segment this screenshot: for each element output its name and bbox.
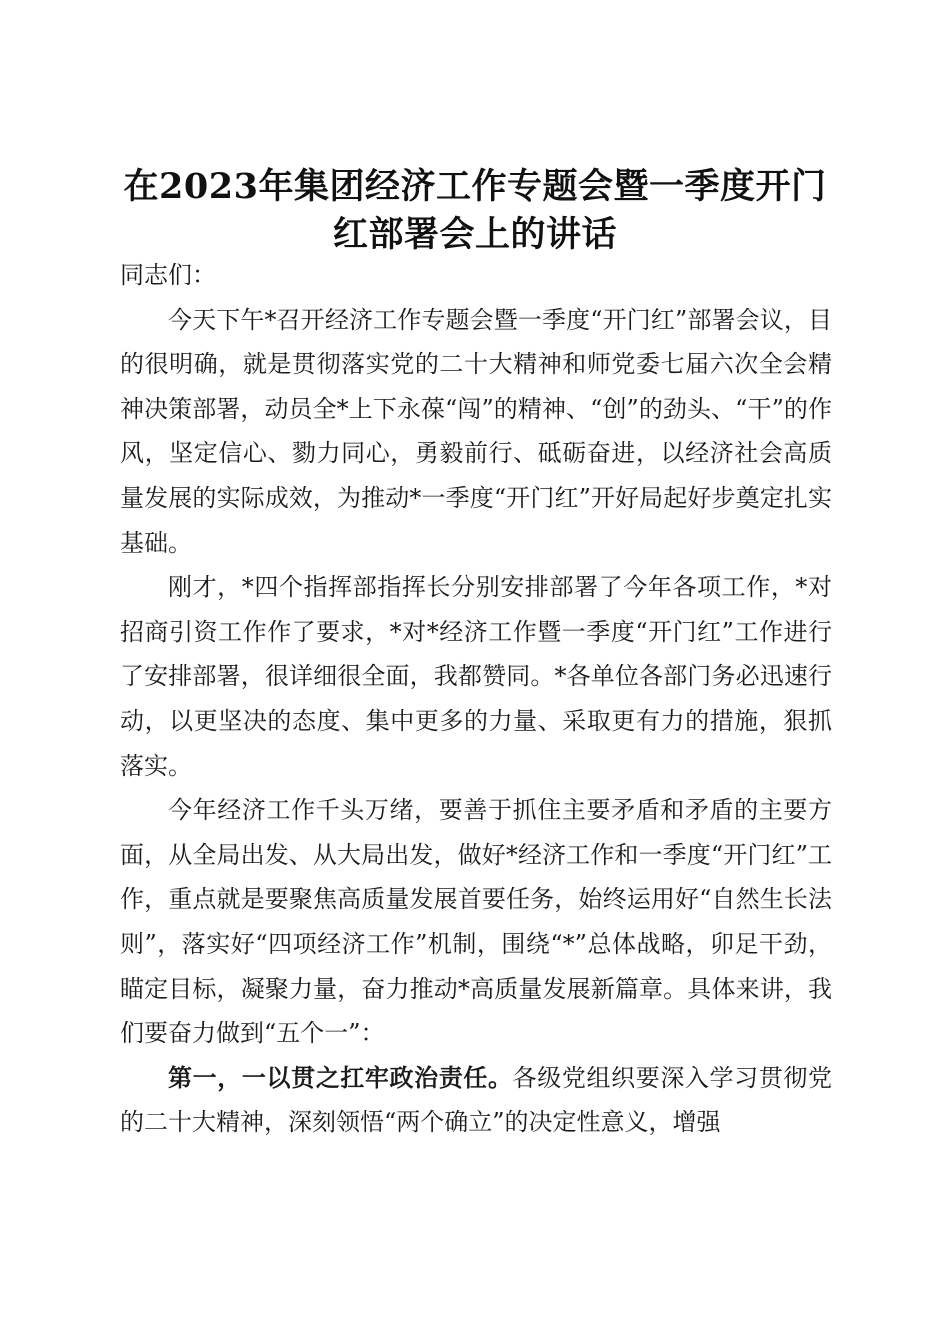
paragraph-3: 今年经济工作千头万绪，要善于抓住主要矛盾和矛盾的主要方面，从全局出发、从大局出发，做好*经济工作和一季度“开门红”工作，重点就是要聚焦高质量发展首要任务，始终运用好“自然生长法则”，落实好“四项经济工作”机制，围绕“*”总体战略，卯足干劲，瞄定目标，凝聚力量，奋力推动*高质量发展新篇章。具体来讲，我们要奋力做到“五个一”： [120, 796, 832, 1048]
title-line-1: 在2023年集团经济工作专题会暨一季度开门 [123, 166, 827, 208]
document-title [110, 163, 840, 259]
salutation: 同志们： [120, 261, 216, 289]
paragraph-2: 刚才，*四个指挥部指挥长分别安排部署了今年各项工作，*对招商引资工作作了要求，*对*经济工作暨一季度“开门红”工作进行了安排部署，很详细很全面，我都赞同。*各单位各部门务必迅速行动，以更坚决的态度、集中更多的力量、采取更有力的措施，狠抓落实。 [120, 573, 832, 780]
paragraph-4 [120, 1056, 832, 1145]
section-heading-1: 第一，一以贯之扛牢政治责任。 [168, 1062, 513, 1092]
paragraph-4-text: 各级党组织要深入学习贯彻党的二十大精神，深刻领悟“两个确立”的决定性意义，增强 [120, 1063, 833, 1137]
document-body [120, 253, 832, 1145]
title-line-2: 红部署会上的讲话 [332, 214, 617, 256]
paragraph-1: 今天下午*召开经济工作专题会暨一季度“开门红”部署会议，目的很明确，就是贯彻落实党的二十大精神和师党委七届六次全会精神决策部署，动员全*上下永葆“闯”的精神、“创”的劲头、“干”的作风，坚定信心、勠力同心，勇毅前行、砥砺奋进，以经济社会高质量发展的实际成效，为推动*一季度“开门红”开好局起好步奠定扎实基础。 [120, 305, 832, 557]
